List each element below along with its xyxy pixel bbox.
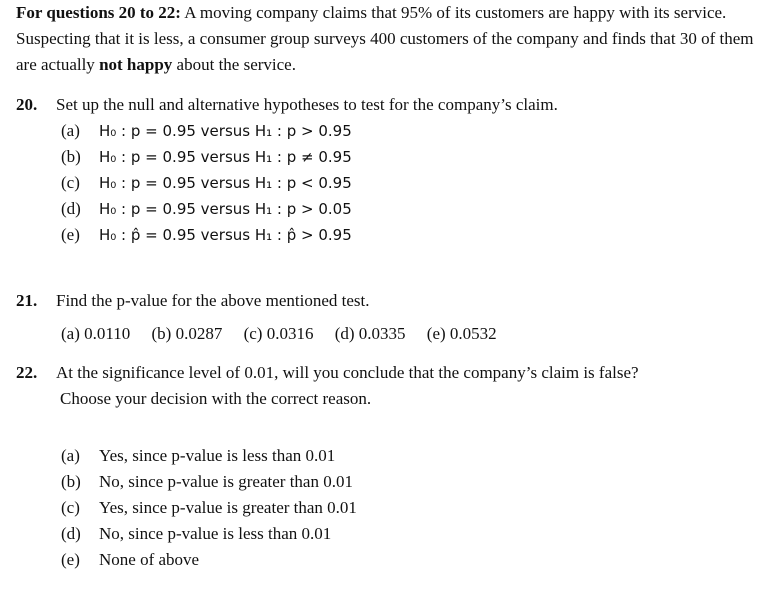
option-text: H₀ : p = 0.95 versus H₁ : p > 0.05 [99, 200, 352, 218]
option-text: H₀ : p = 0.95 versus H₁ : p > 0.95 [99, 122, 352, 140]
question-number: 21. [16, 291, 38, 310]
option-text: H₀ : p̂ = 0.95 versus H₁ : p̂ > 0.95 [99, 226, 352, 244]
q20-option-d[interactable] [61, 196, 352, 222]
q21-option-d[interactable] [335, 324, 406, 343]
option-text: No, since p-value is greater than 0.01 [99, 472, 353, 491]
option-text: None of above [99, 550, 200, 569]
q21-option-a[interactable] [61, 324, 130, 343]
q22-option-a[interactable] [61, 443, 357, 469]
option-text: H₀ : p = 0.95 versus H₁ : p < 0.95 [99, 174, 352, 192]
option-text: Yes, since p-value is less than 0.01 [99, 446, 336, 465]
option-label: (b) [61, 472, 81, 491]
question-prompt-line1: At the significance level of 0.01, will you conclude that the company’s claim is false? [56, 363, 639, 382]
intro-lead: For questions 20 to 22: [16, 3, 181, 22]
option-label: (a) [61, 121, 80, 140]
q22-option-b[interactable] [61, 469, 357, 495]
q20-options [61, 118, 352, 248]
q20-option-b[interactable] [61, 144, 352, 170]
q21-option-c[interactable] [244, 324, 314, 343]
question-prompt: Find the p-value for the above mentioned test. [56, 291, 370, 310]
question-21 [16, 288, 761, 314]
option-text: No, since p-value is less than 0.01 [99, 524, 332, 543]
option-text: 0.0110 [84, 324, 131, 343]
option-label: (a) [61, 446, 80, 465]
intro-text-1: A moving company claims that 95% of its customers are happy with its service. Suspecting that it is less, a consumer group surveys 400 customers of the company and finds that 30 of them are actually [16, 3, 754, 74]
q22-option-d[interactable] [61, 521, 357, 547]
option-text: 0.0316 [266, 324, 314, 343]
option-label: (c) [243, 324, 263, 343]
q22-option-c[interactable] [61, 495, 357, 521]
option-text: Yes, since p-value is greater than 0.01 [99, 498, 357, 517]
question-prompt: Set up the null and alternative hypotheses to test for the company’s claim. [56, 95, 558, 114]
q20-option-a[interactable] [61, 118, 352, 144]
option-label: (d) [334, 324, 355, 343]
question-22 [16, 360, 761, 412]
q21-options [61, 321, 514, 347]
q21-option-b[interactable] [152, 324, 223, 343]
option-label: (b) [151, 324, 172, 343]
question-number: 22. [16, 363, 38, 382]
option-label: (e) [426, 324, 446, 343]
option-label: (a) [61, 324, 80, 343]
q20-option-e[interactable] [61, 222, 352, 248]
option-text: H₀ : p = 0.95 versus H₁ : p ≠ 0.95 [99, 148, 352, 166]
option-label: (c) [61, 498, 80, 517]
question-prompt-line2: Choose your decision with the correct reason. [60, 389, 372, 408]
q22-options [61, 443, 357, 573]
option-label: (e) [61, 225, 80, 244]
question-20 [16, 92, 761, 118]
option-label: (c) [61, 173, 80, 192]
intro-text-2: about the service. [172, 55, 296, 74]
question-number: 20. [16, 95, 38, 114]
q20-option-c[interactable] [61, 170, 352, 196]
intro-bold: not happy [99, 55, 173, 74]
option-text: 0.0532 [449, 324, 497, 343]
intro-paragraph [16, 0, 761, 78]
option-label: (b) [61, 147, 81, 166]
option-text: 0.0287 [175, 324, 223, 343]
option-text: 0.0335 [358, 324, 406, 343]
option-label: (e) [61, 550, 80, 569]
option-label: (d) [61, 199, 81, 218]
option-label: (d) [61, 524, 81, 543]
q21-option-e[interactable] [427, 324, 497, 343]
q22-option-e[interactable] [61, 547, 357, 573]
